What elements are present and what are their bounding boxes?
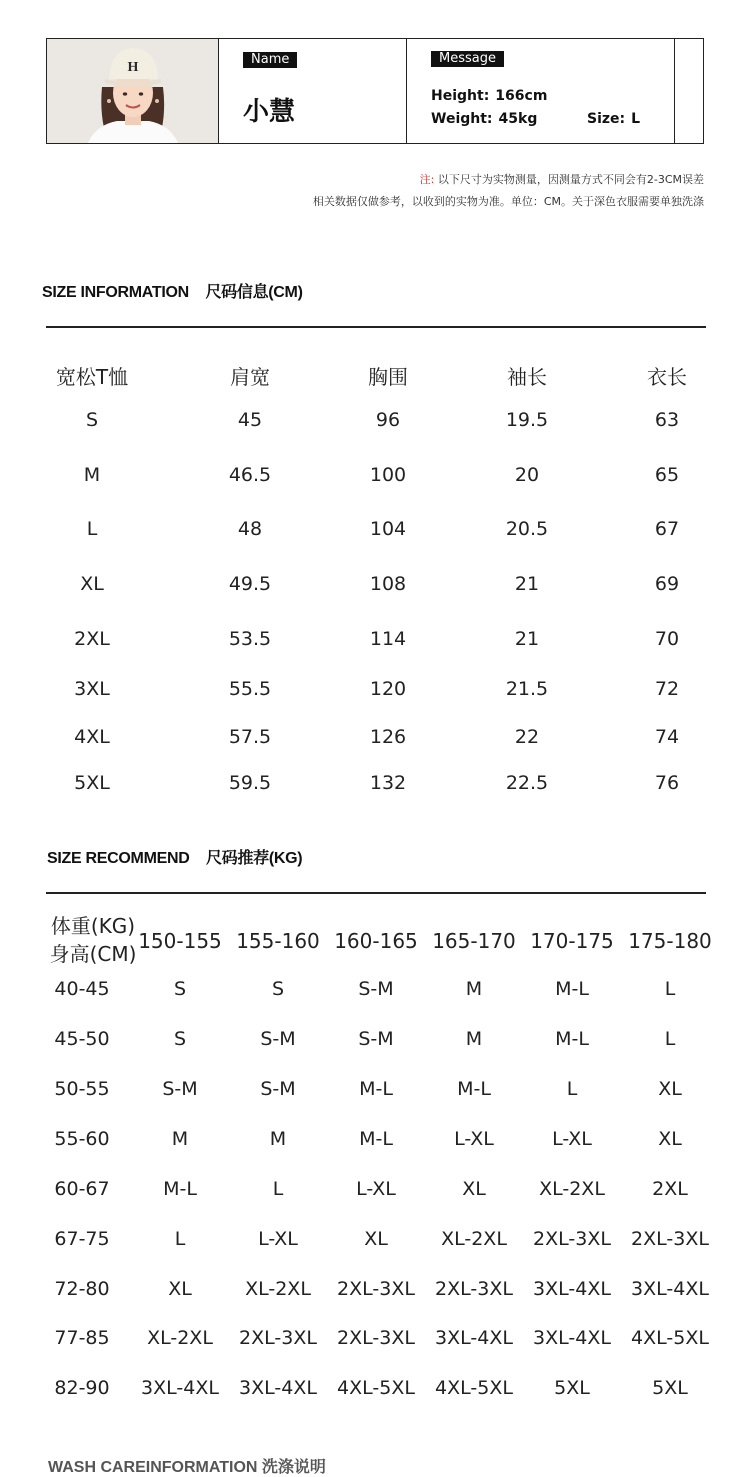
height-range-header: 165-170 (432, 929, 516, 953)
recommended-size-cell: XL-2XL (147, 1327, 213, 1349)
measurement-cell: 69 (654, 573, 680, 595)
recommended-size-cell: L (174, 1228, 186, 1250)
message-cell (407, 39, 675, 143)
weight-corner-label: 体重(KG) (50, 914, 136, 938)
size-label-cell: M (83, 464, 101, 486)
recommended-size-cell: M-L (163, 1178, 197, 1200)
recommended-size-cell: 3XL-4XL (533, 1278, 611, 1300)
measurement-cell: 21.5 (505, 678, 549, 700)
weight-range-cell: 40-45 (54, 978, 110, 1000)
recommended-size-cell: 4XL-5XL (631, 1327, 709, 1349)
size-recommend-title: SIZE RECOMMEND 尺码推荐(KG) (47, 850, 303, 867)
measurement-cell: 120 (369, 678, 407, 700)
size-label-cell: L (86, 518, 98, 540)
recommended-size-cell: S-M (358, 1028, 394, 1050)
measurement-cell: 20.5 (505, 518, 549, 540)
measurement-cell: 76 (654, 772, 680, 794)
weight-value: 45kg (498, 111, 538, 127)
note-text-2: 相关数据仅做参考，以收到的实物为准。单位：CM。关于深色衣服需要单独洗涤 (312, 195, 704, 208)
recommended-size-cell: M-L (359, 1078, 393, 1100)
measurement-cell: 114 (369, 628, 407, 650)
recommended-size-cell: L (664, 1028, 676, 1050)
measurement-cell: 48 (237, 518, 263, 540)
weight-range-cell: 50-55 (54, 1078, 110, 1100)
recommended-size-cell: 2XL-3XL (337, 1278, 415, 1300)
weight-label: Weight: (431, 111, 493, 127)
measurement-cell: 59.5 (228, 772, 272, 794)
size-label-cell: S (85, 409, 99, 431)
recommended-size-cell: M (465, 1028, 483, 1050)
recommended-size-cell: S (173, 978, 187, 1000)
recommended-size-cell: S (173, 1028, 187, 1050)
measurement-cell: 57.5 (228, 726, 272, 748)
height-range-header: 155-160 (236, 929, 320, 953)
recommended-size-cell: 5XL (554, 1377, 590, 1399)
measurement-cell: 100 (369, 464, 407, 486)
size-line (587, 111, 640, 127)
measurement-cell: 22 (514, 726, 540, 748)
size-label-cell: 2XL (74, 628, 110, 650)
weight-range-cell: 67-75 (54, 1228, 110, 1250)
measurement-cell: 53.5 (228, 628, 272, 650)
recommended-size-cell: 4XL-5XL (435, 1377, 513, 1399)
size-info-header: 肩宽 (230, 365, 270, 389)
weight-range-cell: 45-50 (54, 1028, 110, 1050)
height-range-header: 160-165 (334, 929, 418, 953)
recommended-size-cell: M-L (359, 1128, 393, 1150)
svg-text:H: H (127, 60, 139, 75)
recommended-size-cell: XL (658, 1128, 682, 1150)
note-line-1 (420, 171, 704, 187)
weight-range-cell: 55-60 (54, 1128, 110, 1150)
name-tag: Name (243, 52, 297, 68)
weight-range-cell: 82-90 (54, 1377, 110, 1399)
height-value: 166cm (495, 88, 548, 104)
height-label: Height: (431, 88, 490, 104)
recommended-size-cell: 2XL-3XL (435, 1278, 513, 1300)
measurement-cell: 55.5 (228, 678, 272, 700)
measurement-cell: 132 (369, 772, 407, 794)
measurement-cell: 21 (514, 573, 540, 595)
recommended-size-cell: M-L (555, 1028, 589, 1050)
recommended-size-cell: XL-2XL (441, 1228, 507, 1250)
recommended-size-cell: 3XL-4XL (239, 1377, 317, 1399)
recommended-size-cell: S-M (260, 1028, 296, 1050)
recommended-size-cell: XL-2XL (539, 1178, 605, 1200)
recommended-size-cell: S-M (358, 978, 394, 1000)
model-info-box (46, 38, 704, 144)
height-range-header: 170-175 (530, 929, 614, 953)
measurement-cell: 19.5 (505, 409, 549, 431)
size-label-cell: 4XL (74, 726, 110, 748)
recommended-size-cell: XL-2XL (245, 1278, 311, 1300)
size-info-header: 胸围 (368, 365, 408, 389)
recommended-size-cell: M (269, 1128, 287, 1150)
measurement-cell: 45 (237, 409, 263, 431)
box-end-cell (675, 39, 703, 143)
measurement-cell: 21 (514, 628, 540, 650)
weight-range-cell: 72-80 (54, 1278, 110, 1300)
recommended-size-cell: L (272, 1178, 284, 1200)
measurement-cell: 65 (654, 464, 680, 486)
weight-line (431, 111, 537, 127)
recommended-size-cell: 2XL (652, 1178, 688, 1200)
size-value: L (631, 111, 641, 127)
recommended-size-cell: M (171, 1128, 189, 1150)
model-photo (47, 39, 219, 143)
size-info-divider (46, 326, 706, 328)
recommended-size-cell: M-L (457, 1078, 491, 1100)
recommended-size-cell: XL (168, 1278, 192, 1300)
height-range-header: 150-155 (138, 929, 222, 953)
name-cell (219, 39, 407, 143)
recommended-size-cell: M-L (555, 978, 589, 1000)
measurement-cell: 63 (654, 409, 680, 431)
recommended-size-cell: M (465, 978, 483, 1000)
height-range-header: 175-180 (628, 929, 712, 953)
model-photo-illustration (47, 39, 219, 143)
measurement-cell: 108 (369, 573, 407, 595)
recommended-size-cell: 2XL-3XL (239, 1327, 317, 1349)
recommended-size-cell: 3XL-4XL (435, 1327, 513, 1349)
measurement-cell: 126 (369, 726, 407, 748)
height-corner-label: 身高(CM) (49, 942, 137, 966)
size-label-cell: XL (80, 573, 104, 595)
measurement-cell: 104 (369, 518, 407, 540)
size-info-title: SIZE INFORMATION 尺码信息(CM) (42, 284, 303, 301)
note-line-2 (313, 193, 704, 209)
measurement-cell: 74 (654, 726, 680, 748)
note-prefix: 注: (419, 173, 435, 186)
recommended-size-cell: 4XL-5XL (337, 1377, 415, 1399)
size-info-header: 衣长 (647, 365, 687, 389)
size-label-cell: 5XL (74, 772, 110, 794)
recommended-size-cell: 2XL-3XL (533, 1228, 611, 1250)
wash-care-title: WASH CAREINFORMATION 洗涤说明 (48, 1459, 326, 1476)
weight-range-cell: 60-67 (54, 1178, 110, 1200)
recommended-size-cell: 3XL-4XL (533, 1327, 611, 1349)
recommended-size-cell: 5XL (652, 1377, 688, 1399)
recommended-size-cell: S-M (162, 1078, 198, 1100)
size-info-header: 袖长 (507, 365, 547, 389)
recommended-size-cell: L-XL (454, 1128, 494, 1150)
recommended-size-cell: XL (462, 1178, 486, 1200)
size-label-cell: 3XL (74, 678, 110, 700)
recommended-size-cell: XL (364, 1228, 388, 1250)
recommended-size-cell: L-XL (356, 1178, 396, 1200)
recommended-size-cell: 3XL-4XL (631, 1278, 709, 1300)
size-info-header: 宽松T恤 (55, 365, 129, 389)
height-line (431, 88, 547, 104)
measurement-cell: 20 (514, 464, 540, 486)
measurement-cell: 49.5 (228, 573, 272, 595)
recommended-size-cell: 2XL-3XL (337, 1327, 415, 1349)
recommended-size-cell: 3XL-4XL (141, 1377, 219, 1399)
note-text-1: 以下尺寸为实物测量，因测量方式不同会有2-3CM误差 (437, 173, 704, 186)
recommended-size-cell: L (664, 978, 676, 1000)
measurement-cell: 67 (654, 518, 680, 540)
measurement-cell: 96 (375, 409, 401, 431)
weight-range-cell: 77-85 (54, 1327, 110, 1349)
recommended-size-cell: 2XL-3XL (631, 1228, 709, 1250)
recommended-size-cell: S (271, 978, 285, 1000)
recommended-size-cell: L (566, 1078, 578, 1100)
recommended-size-cell: XL (658, 1078, 682, 1100)
measurement-cell: 70 (654, 628, 680, 650)
recommended-size-cell: L-XL (552, 1128, 592, 1150)
size-recommend-divider (46, 892, 706, 894)
recommended-size-cell: L-XL (258, 1228, 298, 1250)
measurement-cell: 46.5 (228, 464, 272, 486)
message-tag: Message (431, 51, 504, 67)
model-name: 小慧 (243, 97, 296, 127)
recommended-size-cell: S-M (260, 1078, 296, 1100)
size-label: Size: (587, 111, 626, 127)
measurement-cell: 22.5 (505, 772, 549, 794)
measurement-cell: 72 (654, 678, 680, 700)
